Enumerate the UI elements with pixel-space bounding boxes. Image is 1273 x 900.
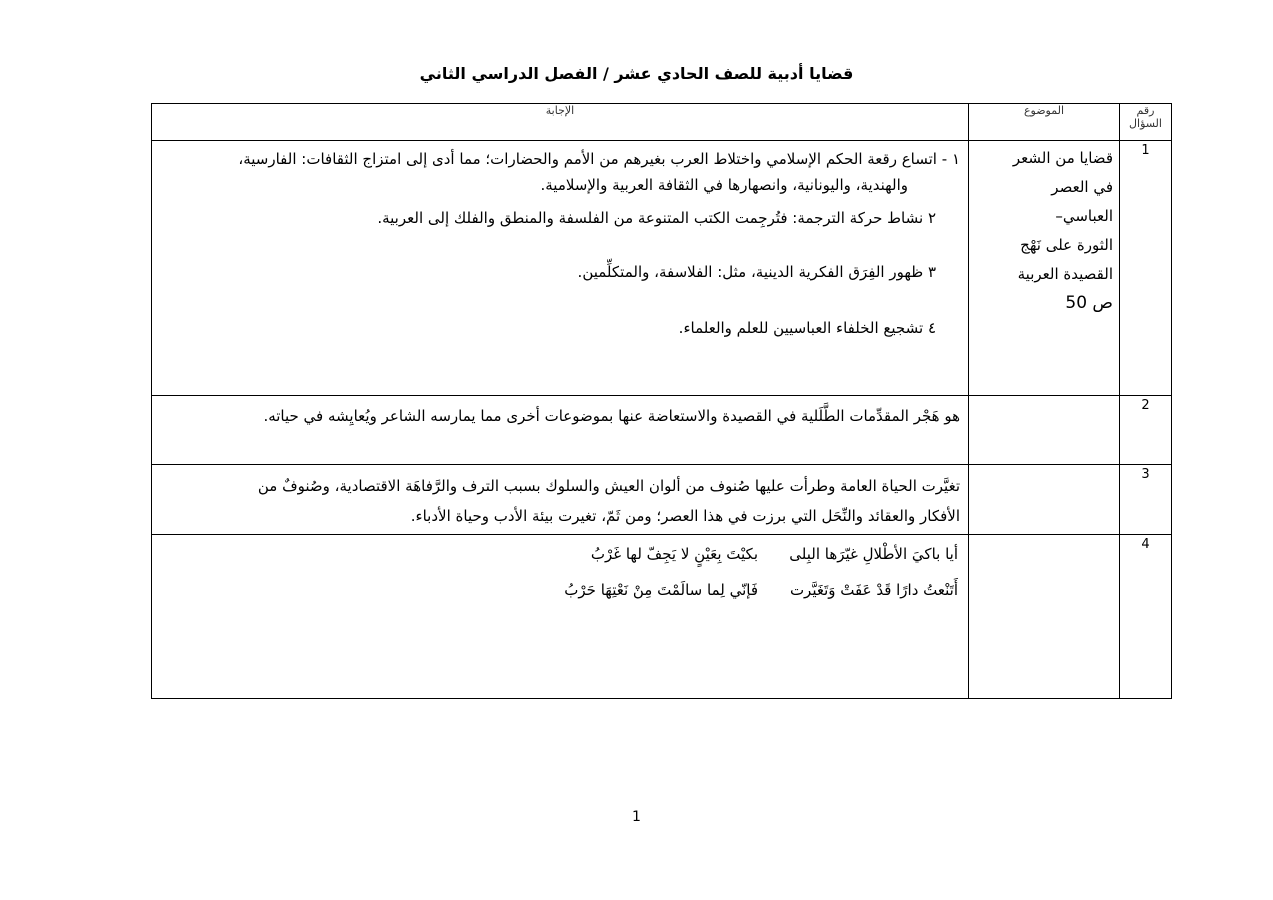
answer-line: والهندية، واليونانية، وانصهارها في الثقافة العربية والإسلامية. (540, 176, 908, 194)
table-row (152, 535, 1172, 699)
header-answer: الإجابة (152, 104, 969, 141)
answer-line: الأفكار والعقائد والنِّحَل التي برزت في هذا العصر؛ ومن ثَمّ، تغيرت بيئة الأدب وحياة الأدباء. (410, 507, 960, 525)
table-row (152, 141, 1172, 396)
answer-cell (152, 396, 969, 465)
answer-line: هو هَجْر المقدِّمات الطَّلَلية في القصيدة والاستعاضة عنها بموضوعات أخرى مما يمارسه الشاعر ويُعايِشه في حياته. (263, 407, 960, 425)
question-number: 3 (1120, 465, 1172, 535)
table-row (152, 465, 1172, 535)
questions-table (151, 103, 1172, 699)
question-number: 1 (1120, 141, 1172, 396)
verse-first-hemistich: أيا باكيَ الأطْلالِ غيّرَها البِلى (789, 545, 958, 563)
answer-line: تغيَّرت الحياة العامة وطرأت عليها صُنوف من ألوان العيش والسلوك بسبب الترف والرَّفاهَة الاقتصادية، وصُنوفٌ من (257, 477, 960, 495)
verse-second-hemistich: بكيْتَ بِعَيْنٍ لا يَجِفّ لها غَرْبُ (590, 545, 758, 563)
page-title: قضايا أدبية للصف الحادي عشر / الفصل الدراسي الثاني (419, 64, 854, 83)
answer-cell (152, 465, 969, 535)
topic-line: قضايا من الشعر (1012, 149, 1113, 167)
question-number: 4 (1120, 535, 1172, 699)
topic-cell-empty (969, 465, 1120, 535)
topic-cell (969, 141, 1120, 396)
page-number: 1 (632, 809, 641, 825)
topic-cell-empty (969, 535, 1120, 699)
header-topic: الموضوع (969, 104, 1120, 141)
topic-line: القصيدة العربية (1017, 265, 1113, 283)
topic-cell-empty (969, 396, 1120, 465)
table-row (152, 396, 1172, 465)
answer-cell (152, 141, 969, 396)
poem-verse (160, 581, 960, 599)
topic-line: في العصر (1051, 178, 1113, 196)
topic-line: العباسي– (1055, 207, 1113, 225)
topic-line: الثورة على نَهْج (1020, 236, 1113, 254)
answer-line: ٤ تشجيع الخلفاء العباسيين للعلم والعلماء. (678, 319, 936, 337)
answer-cell (152, 535, 969, 699)
header-question-number: رقم السؤال (1120, 104, 1172, 141)
poem-verse (160, 545, 960, 563)
answer-line: ٣ ظهور الفِرَق الفكرية الدينية، مثل: الفلاسفة، والمتكلِّمين. (577, 263, 936, 281)
question-number: 2 (1120, 396, 1172, 465)
answer-line: ١ - اتساع رقعة الحكم الإسلامي واختلاط العرب بغيرهم من الأمم والحضارات؛ مما أدى إلى امتزاج الثقافات: الفارسية، (238, 150, 960, 168)
table-header-row (152, 104, 1172, 141)
verse-second-hemistich: فَإنّي لِما سالَمْتَ مِنْ نَعْتِهَا حَرْبُ (564, 581, 758, 599)
verse-first-hemistich: أَتَنْعتُ دارًا قَدْ عَفَتْ وَتَغَيَّرت (789, 581, 958, 599)
answer-line: ٢ نشاط حركة الترجمة: فتُرجِمت الكتب المتنوعة من الفلسفة والمنطق والفلك إلى العربية. (377, 209, 936, 227)
topic-page-ref: ص 50 (1065, 293, 1113, 313)
